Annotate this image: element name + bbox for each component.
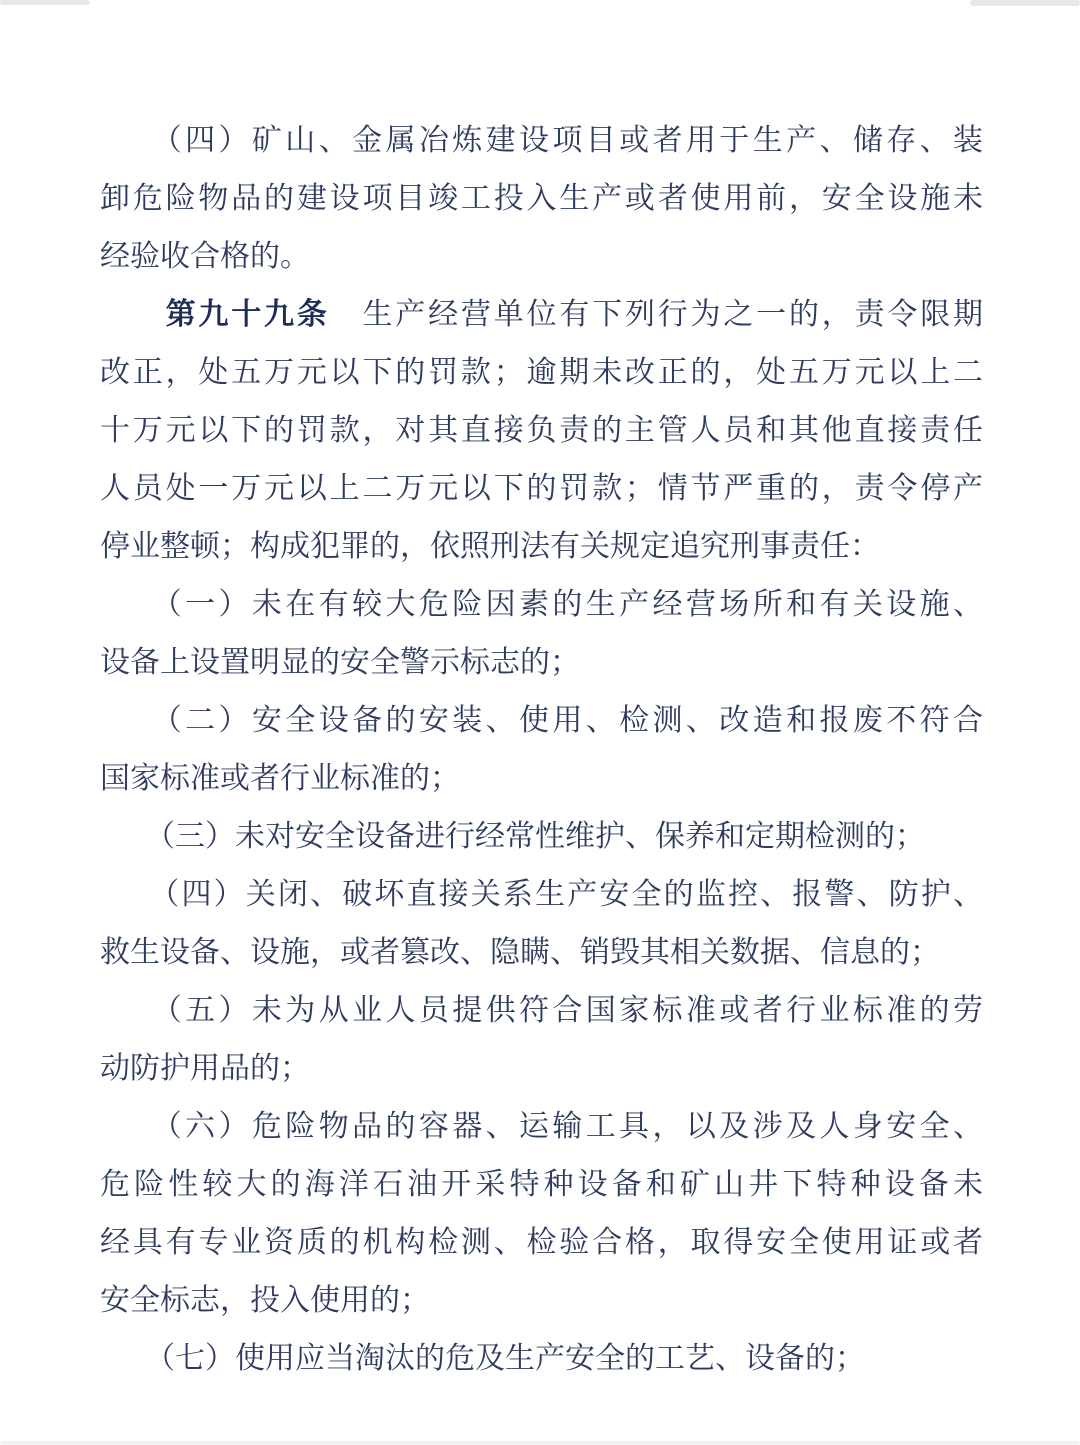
scan-artifact [0,0,90,5]
text-segment: （二）安全设备的安装、使用、检测、改造和报废不符合 [100,704,983,737]
text-segment: 停业整顿；构成犯罪的，依照刑法有关规定追究刑事责任： [100,530,880,563]
text-segment: 十万元以下的罚款，对其直接负责的主管人员和其他直接责任 [100,414,983,447]
text-segment: （四）矿山、金属冶炼建设项目或者用于生产、储存、装 [100,124,983,157]
text-line [100,576,983,634]
text-line [100,344,983,402]
text-line [100,402,983,460]
text-segment: 改正，处五万元以下的罚款；逾期未改正的，处五万元以上二 [100,356,983,389]
text-line [100,866,983,924]
text-line [100,692,983,750]
text-line [100,1098,983,1156]
text-segment: 生产经营单位有下列行为之一的，责令限期 [329,298,984,331]
paragraph-item-5 [100,982,983,1098]
scan-artifact [970,0,1080,6]
text-segment: 危险性较大的海洋石油开采特种设备和矿山井下特种设备未 [100,1168,983,1201]
paragraph-prev-article-item-4 [100,112,983,286]
text-segment: 人员处一万元以上二万元以下的罚款；情节严重的，责令停产 [100,472,983,505]
article-number-heading: 第九十九条 [165,298,330,331]
text-segment: （五）未为从业人员提供符合国家标准或者行业标准的劳 [100,994,983,1027]
text-line [100,1330,983,1388]
text-segment [100,298,166,331]
paragraph-item-7 [100,1330,983,1388]
text-line [100,112,983,170]
text-segment: 国家标准或者行业标准的； [100,762,460,795]
text-line [100,982,983,1040]
text-line [100,170,983,228]
text-segment: 经验收合格的。 [100,240,310,273]
text-line [100,518,983,576]
text-line [100,1156,983,1214]
text-line [100,808,983,866]
scan-artifact [0,1441,1080,1445]
text-segment: （三）未对安全设备进行经常性维护、保养和定期检测的； [100,820,925,853]
text-segment: （七）使用应当淘汰的危及生产安全的工艺、设备的； [100,1342,865,1375]
text-segment: （一）未在有较大危险因素的生产经营场所和有关设施、 [100,588,983,621]
paragraph-article-99-lead [100,286,983,576]
text-line [100,228,983,286]
text-line [100,924,983,982]
text-line [100,750,983,808]
text-line [100,460,983,518]
text-segment: （六）危险物品的容器、运输工具，以及涉及人身安全、 [100,1110,983,1143]
text-line [100,1272,983,1330]
paragraph-item-3 [100,808,983,866]
text-segment: 安全标志，投入使用的； [100,1284,430,1317]
text-line [100,286,983,344]
text-segment: 救生设备、设施，或者篡改、隐瞒、销毁其相关数据、信息的； [100,936,940,969]
paragraph-item-4 [100,866,983,982]
text-line [100,1040,983,1098]
text-line [100,1214,983,1272]
paragraph-item-6 [100,1098,983,1330]
text-segment: 经具有专业资质的机构检测、检验合格，取得安全使用证或者 [100,1226,983,1259]
text-segment: （四）关闭、破坏直接关系生产安全的监控、报警、防护、 [100,878,983,911]
text-segment: 动防护用品的； [100,1052,310,1085]
text-segment: 设备上设置明显的安全警示标志的； [100,646,580,679]
text-line [100,634,983,692]
paragraph-item-2 [100,692,983,808]
legal-document-body [100,112,983,1388]
paragraph-item-1 [100,576,983,692]
text-segment: 卸危险物品的建设项目竣工投入生产或者使用前，安全设施未 [100,182,983,215]
